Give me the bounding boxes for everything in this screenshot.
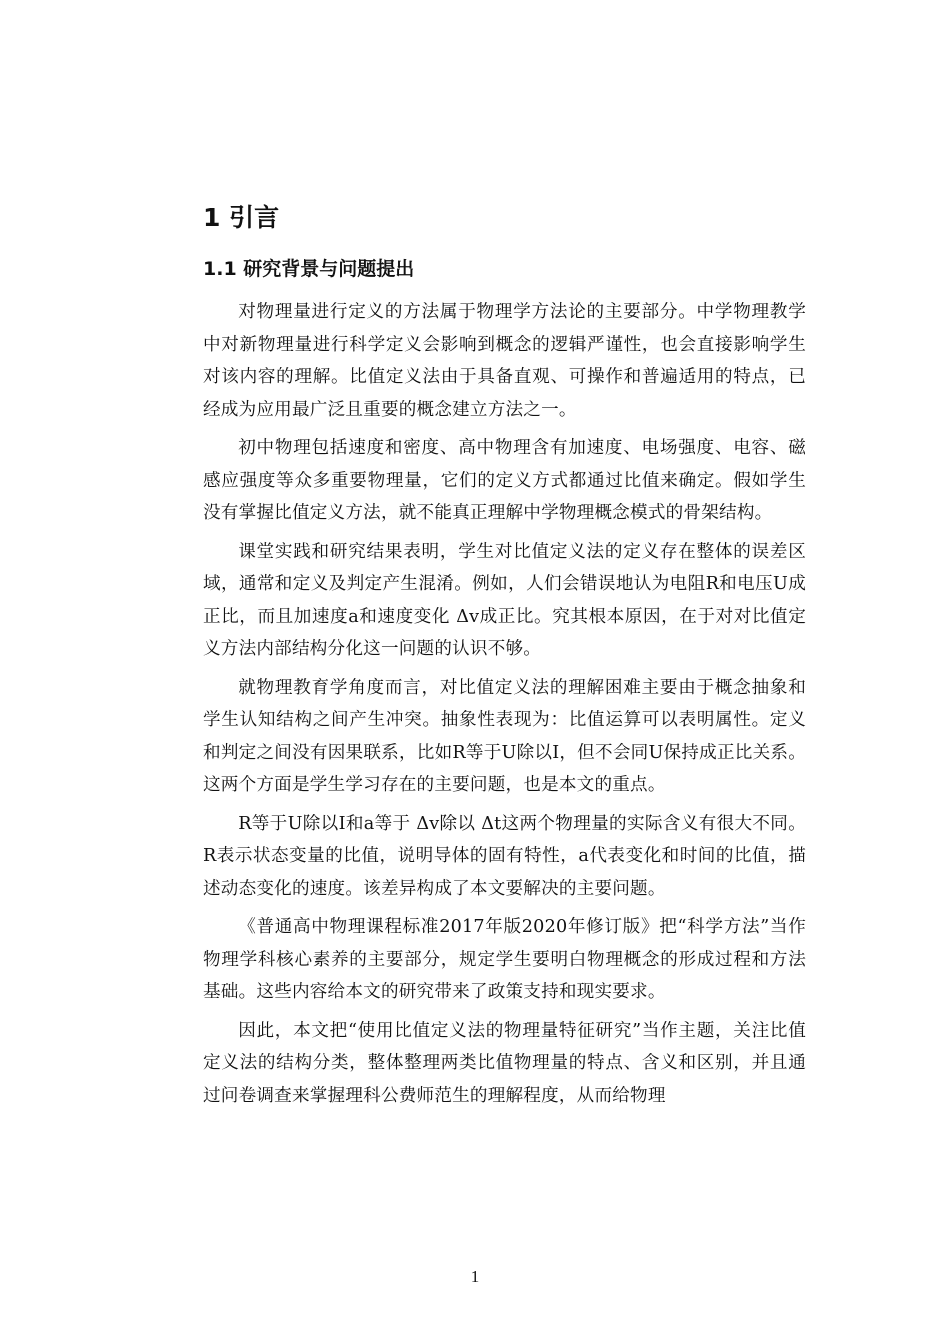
page-number: 1 (470, 1267, 480, 1286)
body-paragraph: 因此，本文把“使用比值定义法的物理量特征研究”当作主题，关注比值定义法的结构分类，整体整理两类比值物理量的特点、含义和区别，并且通过问卷调查来掌握理科公费师范生的理解程度，从而给物理 (203, 1020, 806, 1106)
body-paragraph: 初中物理包括速度和密度、高中物理含有加速度、电场强度、电容、磁感应强度等众多重要物理量，它们的定义方式都通过比值来确定。假如学生没有掌握比值定义方法，就不能真正理解中学物理概念模式的骨架结构。 (203, 438, 806, 523)
page-body (203, 198, 806, 1118)
body-paragraph: 《普通高中物理课程标准2017年版2020年修订版》把“科学方法”当作物理学科核心素养的主要部分，规定学生要明白物理概念的形成过程和方法基础。这些内容给本文的研究带来了政策支持和现实要求。 (203, 917, 806, 1002)
body-paragraph: 就物理教育学角度而言，对比值定义法的理解困难主要由于概念抽象和学生认知结构之间产生冲突。抽象性表现为：比值运算可以表明属性。定义和判定之间没有因果联系，比如R等于U除以I，但不会同U保持成正比关系。这两个方面是学生学习存在的主要问题，也是本文的重点。 (203, 677, 806, 795)
section-heading: 1.1 研究背景与问题提出 (203, 258, 415, 280)
body-paragraph: 课堂实践和研究结果表明，学生对比值定义法的定义存在整体的误差区域，通常和定义及判定产生混淆。例如，人们会错误地认为电阻R和电压U成正比，而且加速度a和速度变化 Δv成正比。究其根本原因，在于对对比值定义方法内部结构分化这一问题的认识不够。 (203, 541, 806, 659)
chapter-heading: 1 引言 (203, 203, 280, 232)
body-paragraph: R等于U除以I和a等于 Δv除以 Δt这两个物理量的实际含义有很大不同。R表示状态变量的比值，说明导体的固有特性，a代表变化和时间的比值，描述动态变化的速度。该差异构成了本文要解决的主要问题。 (203, 813, 806, 899)
body-paragraph: 对物理量进行定义的方法属于物理学方法论的主要部分。中学物理教学中对新物理量进行科学定义会影响到概念的逻辑严谨性，也会直接影响学生对该内容的理解。比值定义法由于具备直观、可操作和普遍适用的特点，已经成为应用最广泛且重要的概念建立方法之一。 (203, 302, 806, 420)
